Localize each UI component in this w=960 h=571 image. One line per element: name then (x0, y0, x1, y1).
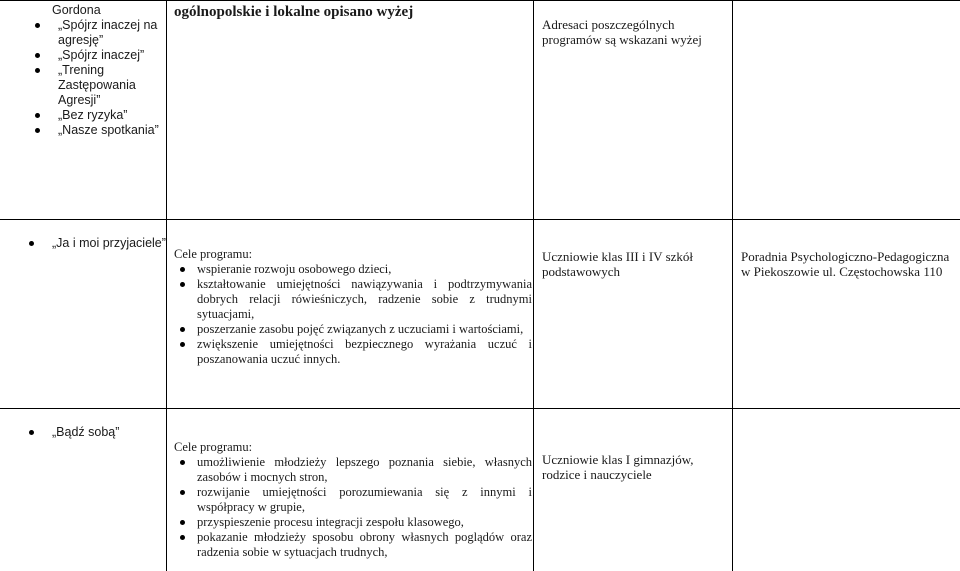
audience-cell: Uczniowie klas III i IV szkół podstawowych (542, 249, 694, 279)
program-names-cell (32, 3, 162, 138)
list-item: zwiększenie umiejętności bezpiecznego wyrażania uczuć i poszanowania uczuć innych. (174, 337, 532, 367)
provider-cell: Poradnia Psychologiczno-Pedagogiczna w Piekoszowie ul. Częstochowska 110 (741, 249, 950, 279)
program-list (26, 236, 166, 251)
audience-cell: Uczniowie klas I gimnazjów, rodzice i nauczyciele (542, 452, 694, 482)
goals-heading: Cele programu: (174, 247, 253, 261)
program-name-cell (26, 236, 166, 251)
row-border-top (0, 0, 960, 1)
list-item: poszerzanie zasobu pojęć związanych z uczuciami i wartościami, (174, 322, 532, 337)
list-item: „Bez ryzyka” (32, 108, 162, 123)
program-list (26, 425, 166, 440)
column-border-3 (732, 0, 733, 571)
list-item: „Bądź sobą” (26, 425, 166, 440)
list-item: rozwijanie umiejętności porozumiewania się z innymi i współpracy w grupie, (174, 485, 532, 515)
list-item: wspieranie rozwoju osobowego dzieci, (174, 262, 532, 277)
description-cell: ogólnopolskie i lokalne opisano wyżej (174, 4, 414, 20)
list-item: „Spójrz inaczej na agresję” (32, 18, 162, 48)
column-border-2 (533, 0, 534, 571)
list-item: kształtowanie umiejętności nawiązywania i podtrzymywania dobrych relacji rówieśniczych, radzenie sobie z trudnymi sytuacjami, (174, 277, 532, 322)
program-list (32, 18, 162, 138)
list-item: pokazanie młodzieży sposobu obrony własnych poglądów oraz radzenia sobie w sytuacjach trudnych, (174, 530, 532, 560)
goals-cell (174, 247, 532, 367)
program-name-cell (26, 425, 166, 440)
list-item: „Spójrz inaczej” (32, 48, 162, 63)
goals-list (174, 455, 532, 560)
row-border-1 (0, 219, 960, 220)
column-border-1 (166, 0, 167, 571)
row-border-2 (0, 408, 960, 409)
goals-cell (174, 440, 532, 560)
list-item: „Nasze spotkania” (32, 123, 162, 138)
list-item: przyspieszenie procesu integracji zespołu klasowego, (174, 515, 532, 530)
goals-list (174, 262, 532, 367)
audience-cell: Adresaci poszczególnych programów są wskazani wyżej (542, 17, 702, 47)
list-item: umożliwienie młodzieży lepszego poznania siebie, własnych zasobów i mocnych stron, (174, 455, 532, 485)
list-item: „Ja i moi przyjaciele” (26, 236, 166, 251)
list-item: „Trening Zastępowania Agresji” (32, 63, 162, 108)
goals-heading: Cele programu: (174, 440, 253, 454)
program-name: Gordona (52, 3, 101, 17)
